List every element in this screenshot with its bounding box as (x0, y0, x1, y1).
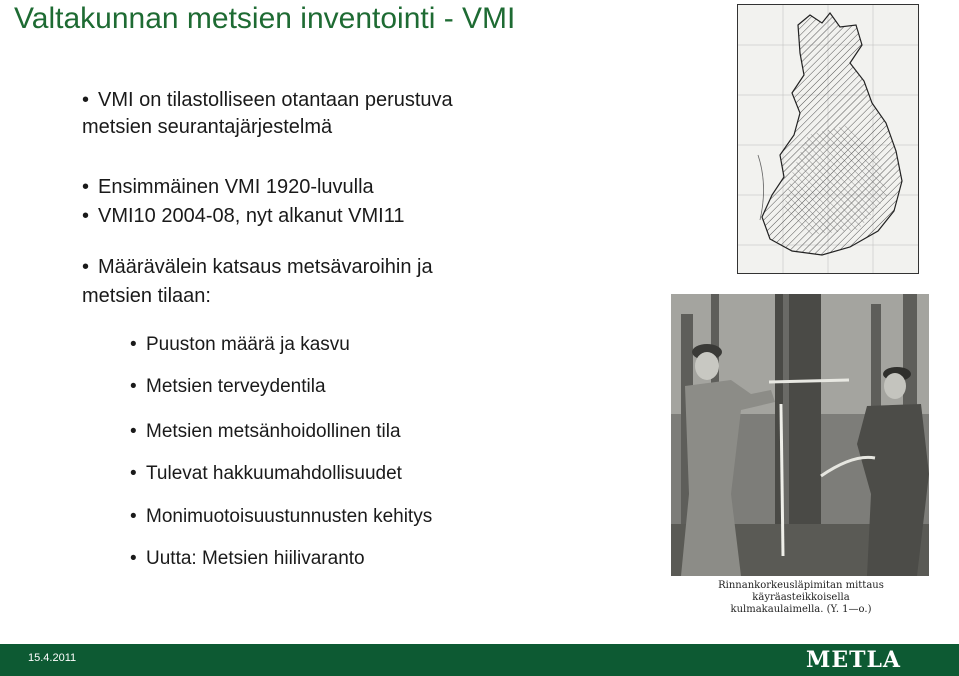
bullet-text: metsien seurantajärjestelmä (82, 116, 333, 138)
bullet-item (82, 88, 453, 113)
sub-bullet-text: Monimuotoisuustunnusten kehitys (146, 506, 433, 527)
bullet-item (82, 255, 433, 280)
bullet-dot: • (82, 176, 90, 198)
bullet-text: Ensimmäinen VMI 1920-luvulla (98, 176, 374, 198)
sub-bullet-item (130, 504, 432, 529)
bullet-dot: • (82, 89, 90, 111)
photo-caption-line: kulmakaulaimella. (Y. 1—o.) (730, 604, 872, 615)
bullet-continuation (82, 115, 332, 140)
bullet-dot: • (130, 506, 137, 527)
bullet-dot: • (82, 256, 90, 278)
bullet-text: Määrävälein katsaus metsävaroihin ja (98, 256, 433, 278)
bullet-dot: • (130, 334, 137, 355)
bullet-dot: • (82, 205, 90, 227)
bullet-dot: • (130, 421, 137, 442)
footer-date: 15.4.2011 (28, 652, 77, 664)
sub-bullet-text: Metsien terveydentila (146, 376, 326, 397)
bullet-continuation (82, 284, 211, 309)
sub-bullet-text: Metsien metsänhoidollinen tila (146, 421, 401, 442)
bullet-text: metsien tilaan: (82, 285, 211, 307)
photo-drawing (671, 294, 929, 576)
metla-logo: METLA (805, 647, 901, 673)
sub-bullet-item (130, 332, 350, 357)
bullet-dot: • (130, 548, 137, 569)
sub-bullet-item (130, 419, 401, 444)
sub-bullet-text: Uutta: Metsien hiilivaranto (146, 548, 365, 569)
footer-bar (0, 644, 959, 676)
finland-map-image (737, 4, 919, 274)
bullet-text: VMI10 2004-08, nyt alkanut VMI11 (98, 205, 405, 227)
photo-caption (671, 580, 931, 616)
sub-bullet-text: Puuston määrä ja kasvu (146, 334, 350, 355)
bullet-dot: • (130, 463, 137, 484)
sub-bullet-item (130, 461, 402, 486)
sub-bullet-item (130, 374, 326, 399)
photo-caption-line: Rinnankorkeusläpimitan mittaus käyräasteikkoisella (718, 580, 884, 603)
sub-bullet-item (130, 546, 365, 571)
slide-title: Valtakunnan metsien inventointi - VMI (14, 2, 516, 35)
bullet-item (82, 175, 374, 200)
bullet-item (82, 204, 404, 229)
bullet-text: VMI on tilastolliseen otantaan perustuva (98, 89, 453, 111)
bullet-dot: • (130, 376, 137, 397)
finland-map-drawing (738, 5, 918, 273)
tree-measurement-photo (671, 294, 929, 576)
sub-bullet-text: Tulevat hakkuumahdollisuudet (146, 463, 402, 484)
